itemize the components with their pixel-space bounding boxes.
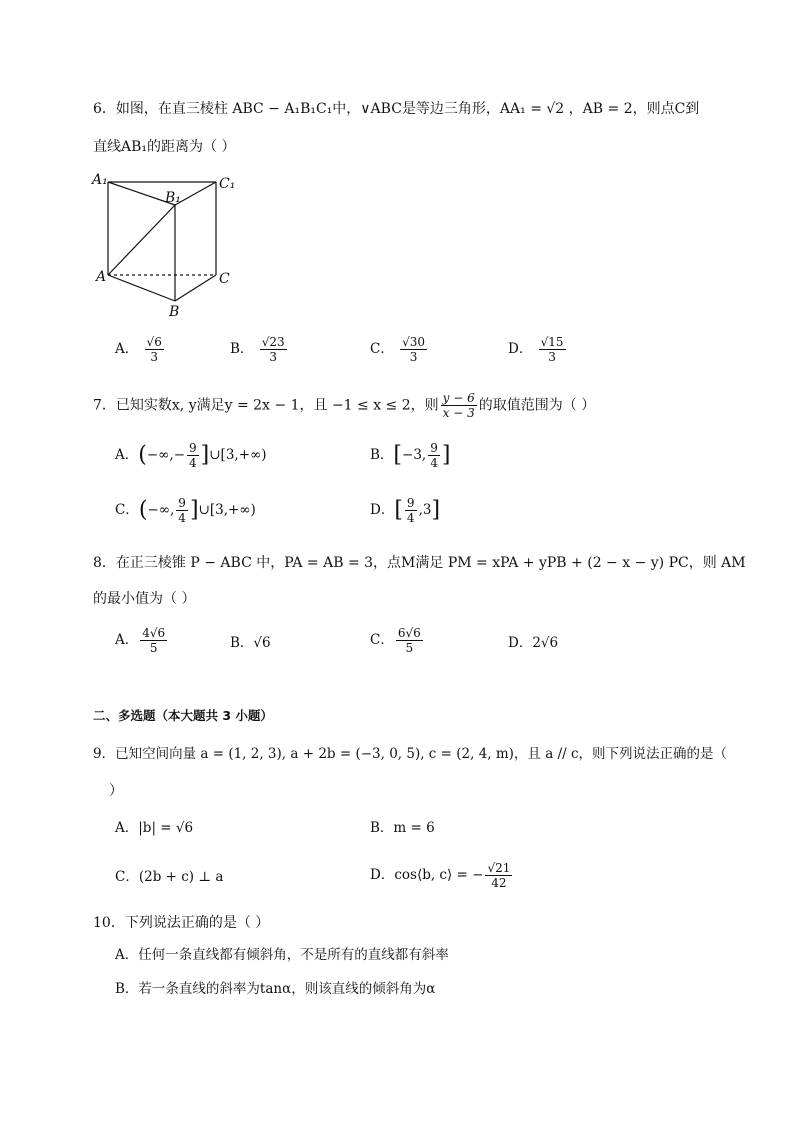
q9-stem-line2: ） <box>109 783 123 799</box>
q9-option-c[interactable]: C．(2b + c) ⊥ a <box>115 869 224 885</box>
q9-option-d[interactable]: D．cos⟨b, c⟩ = − $\frac{√21}{42}$ <box>370 861 511 890</box>
edge-a-b <box>108 275 175 301</box>
q8-option-b[interactable]: B．√6 <box>230 635 271 651</box>
q6-option-b[interactable]: B． $\frac{√23}{3}$ <box>230 335 285 364</box>
label-b1: B₁ <box>165 190 181 206</box>
q6-option-a-value: $\frac{√6}{3}$ <box>146 335 162 364</box>
q6-option-d-value: $\frac{√15}{3}$ <box>540 335 564 364</box>
q9-option-a[interactable]: A．|b| = √6 <box>115 820 194 836</box>
prism-figure <box>88 168 248 323</box>
label-c1: C₁ <box>219 176 236 192</box>
q6-stem-line2: 直线AB₁的距离为（ ） <box>93 139 236 155</box>
diagonal-a-b1 <box>108 205 175 275</box>
q7-option-d[interactable]: D．[ $\frac{9}{4}$ ,3] <box>370 496 441 525</box>
q8-option-a[interactable]: A． $\frac{4√6}{5}$ <box>115 626 166 655</box>
q7-option-c[interactable]: C．(−∞, $\frac{9}{4}$ ]∪[3,+∞) <box>115 496 256 525</box>
q9-stem-line1: 9．已知空间向量 a = (1, 2, 3), a + 2b = (−3, 0, 5), c = (2, 4, m)，且 a // c，则下列说法正确的是（ <box>93 746 728 762</box>
q7-option-b[interactable]: B．[−3, $\frac{9}{4}$ ] <box>370 441 451 470</box>
q6-option-c[interactable]: C． $\frac{√30}{3}$ <box>370 335 426 364</box>
section-heading-multiple-choice: 二、多选题（本大题共 3 小题） <box>93 708 273 723</box>
q6-option-b-value: $\frac{√23}{3}$ <box>261 335 285 364</box>
edge-b1-c1 <box>175 182 216 205</box>
label-c: C <box>219 271 230 287</box>
edge-b-c <box>175 275 216 301</box>
q8-option-d[interactable]: D．2√6 <box>508 635 559 651</box>
q6-option-a[interactable]: A． $\frac{√6}{3}$ <box>115 335 162 364</box>
q10-option-b[interactable]: B．若一条直线的斜率为tanα，则该直线的倾斜角为α <box>115 981 436 997</box>
label-b: B <box>169 304 180 320</box>
q10-option-a[interactable]: A．任何一条直线都有倾斜角，不是所有的直线都有斜率 <box>115 947 449 963</box>
q9-option-b[interactable]: B．m = 6 <box>370 820 435 836</box>
label-a1: A₁ <box>92 172 108 188</box>
q7-stem: 7．已知实数x, y满足y = 2x − 1，且 −1 ≤ x ≤ 2，则 $\frac{y - 6}{x - 3}$ 的取值范围为（ ） <box>93 391 596 420</box>
label-a: A <box>96 269 107 285</box>
q10-stem: 10．下列说法正确的是（ ） <box>93 915 270 931</box>
q6-option-c-value: $\frac{√30}{3}$ <box>402 335 426 364</box>
q8-option-c[interactable]: C． $\frac{6√6}{5}$ <box>370 626 421 655</box>
q8-stem-line1: 8．在正三棱锥 P − ABC 中，PA = AB = 3，点M满足 PM = xPA + yPB + (2 − x − y) PC，则 AM <box>93 555 746 571</box>
q6-stem-line1: 6．如图，在直三棱柱 ABC − A₁B₁C₁中，∨ABC是等边三角形，AA₁ = √2 ，AB = 2，则点C到 <box>93 101 700 117</box>
q7-option-a[interactable]: A．(−∞,− $\frac{9}{4}$ ]∪[3,+∞) <box>115 441 267 470</box>
q8-stem-line2: 的最小值为（ ） <box>93 591 196 607</box>
q6-option-d[interactable]: D． $\frac{√15}{3}$ <box>508 335 564 364</box>
